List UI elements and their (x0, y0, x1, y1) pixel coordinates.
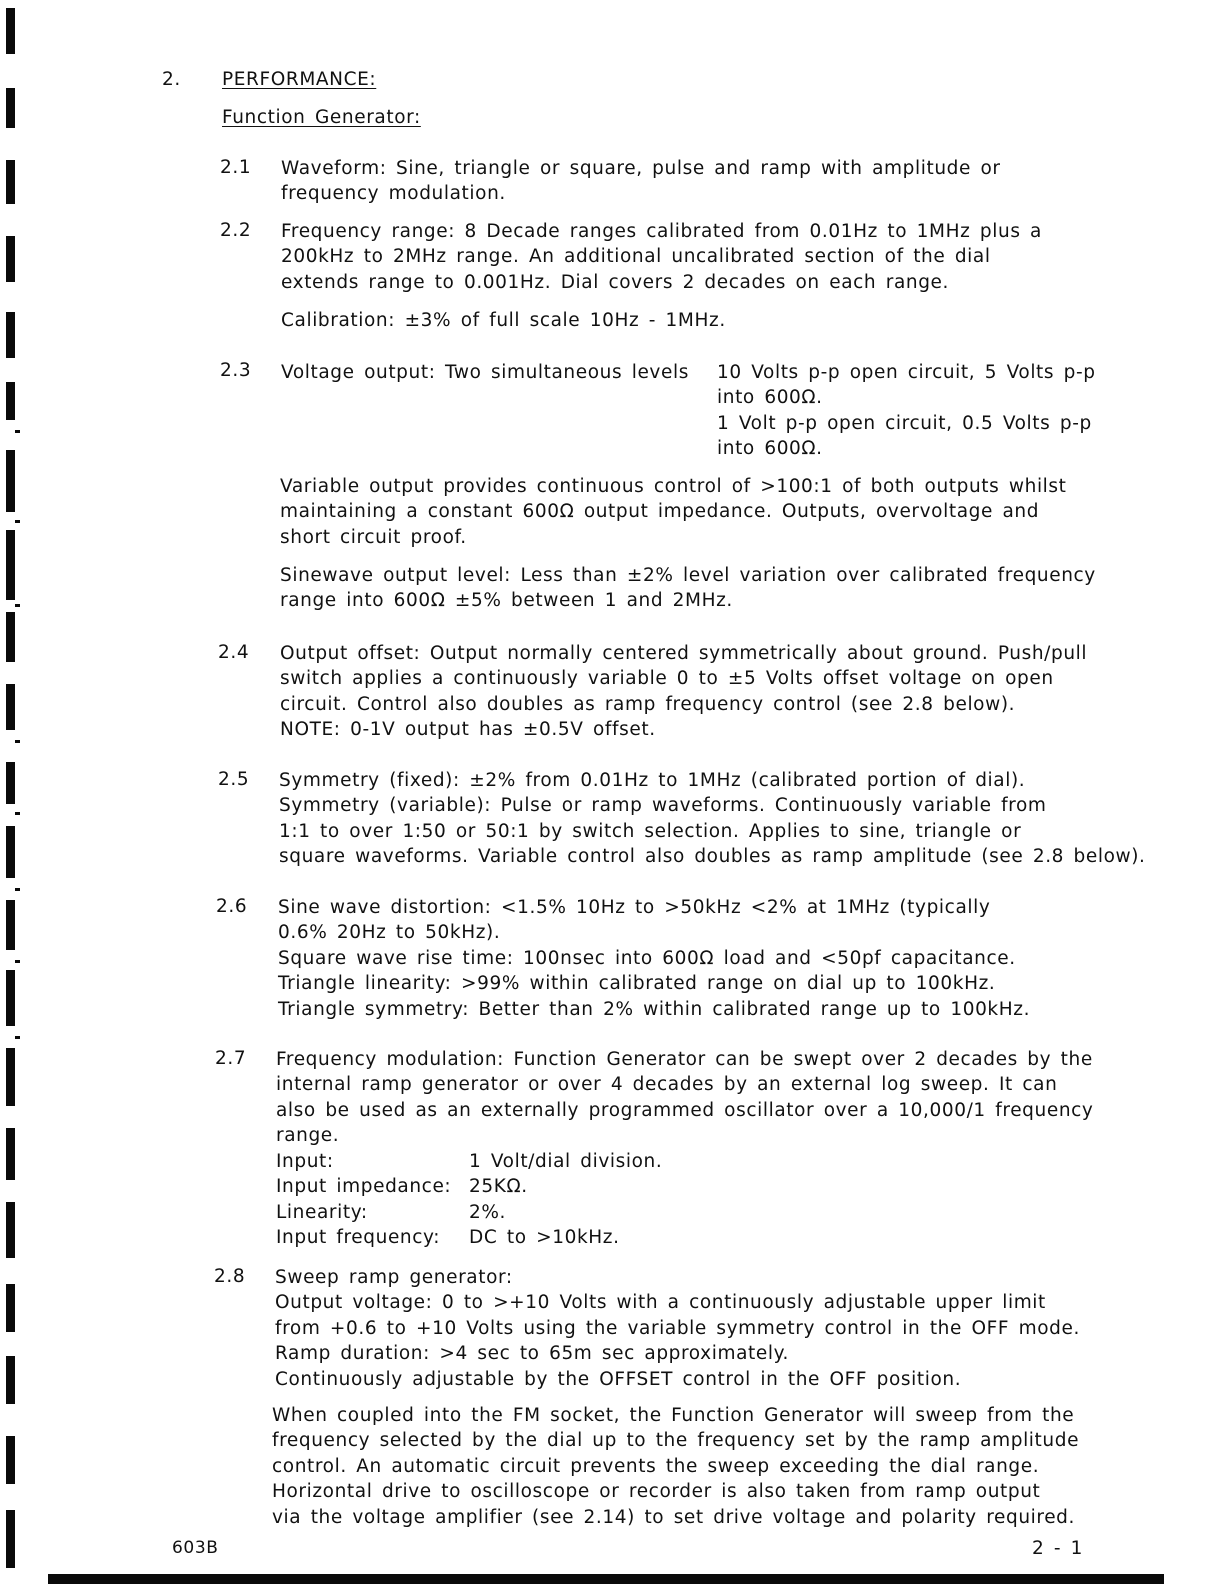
text-line: via the voltage amplifier (see 2.14) to set drive voltage and polarity required. (272, 1506, 1075, 1528)
text-line: 0.6% 20Hz to 50kHz). (278, 922, 501, 944)
bottom-edge-bar (48, 1574, 1164, 1584)
spec-row (276, 1225, 716, 1250)
section-2-6 (278, 895, 1030, 1022)
text-line: 10 Volts p-p open circuit, 5 Volts p-p (717, 362, 1096, 383)
spec-value: 25KΩ. (469, 1176, 528, 1198)
text-line: into 600Ω. (717, 438, 823, 460)
text-line: into 600Ω. (717, 387, 823, 409)
text-line: Square wave rise time: 100nsec into 600Ω load and <50pf capacitance. (278, 947, 1016, 969)
text-line: Sweep ramp generator: (275, 1267, 513, 1288)
text-line: Continuously adjustable by the OFFSET control in the OFF position. (275, 1368, 962, 1390)
spec-label: Linearity: (276, 1201, 368, 1223)
spec-value: 2%. (469, 1201, 507, 1223)
spec-label: Input impedance: (276, 1176, 452, 1198)
text-line: Frequency range: 8 Decade ranges calibrated from 0.01Hz to 1MHz plus a (281, 221, 1042, 242)
spec-label: Input frequency: (276, 1227, 441, 1249)
text-line: Waveform: Sine, triangle or square, pulse and ramp with amplitude or (281, 158, 1001, 179)
binding-strip (0, 0, 44, 1584)
subheading: Function Generator: (222, 107, 421, 128)
text-line: Ramp duration: >4 sec to 65m sec approximately. (275, 1343, 789, 1365)
text-line: 200kHz to 2MHz range. An additional uncalibrated section of the dial (281, 246, 991, 268)
text-line: extends range to 0.001Hz. Dial covers 2 decades on each range. (281, 271, 950, 293)
text-line: circuit. Control also doubles as ramp frequency control (see 2.8 below). (280, 693, 1016, 715)
text-line: Output voltage: 0 to >+10 Volts with a continuously adjustable upper limit (275, 1292, 1046, 1314)
sinewave-output-paragraph (280, 563, 1096, 614)
section-2-5 (279, 768, 1146, 870)
text-line: short circuit proof. (280, 526, 467, 548)
text-line: Horizontal drive to oscilloscope or recorder is also taken from ramp output (272, 1481, 1041, 1503)
section-number: 2.8 (214, 1266, 246, 1287)
fm-spec-table (276, 1149, 716, 1251)
text-line: square waveforms. Variable control also doubles as ramp amplitude (see 2.8 below). (279, 846, 1146, 868)
text-line: Symmetry (fixed): ±2% from 0.01Hz to 1MHz (calibrated portion of dial). (279, 770, 1026, 791)
section-number: 2.7 (215, 1048, 247, 1069)
spec-row (276, 1200, 716, 1225)
section-2-8 (275, 1265, 1080, 1392)
text-line: switch applies a continuously variable 0 to ±5 Volts offset voltage on open (280, 668, 1054, 690)
text-line: from +0.6 to +10 Volts using the variable symmetry control in the OFF mode. (275, 1317, 1080, 1339)
text-line: Symmetry (variable): Pulse or ramp waveforms. Continuously variable from (279, 795, 1047, 817)
section-2-4 (280, 641, 1087, 743)
section-2-1 (281, 156, 1001, 207)
spec-row (276, 1174, 716, 1199)
spec-label: Input: (276, 1151, 334, 1172)
section-number: 2.5 (218, 769, 250, 790)
text-line: Output offset: Output normally centered symmetrically about ground. Push/pull (280, 643, 1088, 664)
calibration-line: Calibration: ±3% of full scale 10Hz - 1MHz. (281, 310, 726, 331)
text-line: Sinewave output level: Less than ±2% level variation over calibrated frequency (280, 565, 1096, 586)
text-line: range into 600Ω ±5% between 1 and 2MHz. (280, 590, 733, 612)
spec-value: DC to >10kHz. (469, 1227, 620, 1249)
text-line: frequency modulation. (281, 183, 506, 205)
text-line: Sine wave distortion: <1.5% 10Hz to >50kHz <2% at 1MHz (typically (278, 897, 991, 918)
spec-row (276, 1149, 716, 1174)
section-number: 2.2 (220, 220, 252, 241)
variable-output-paragraph (280, 474, 1067, 550)
page-title: PERFORMANCE: (222, 69, 377, 90)
text-line: control. An automatic circuit prevents the sweep exceeding the dial range. (272, 1455, 1040, 1477)
sweep-paragraph (272, 1403, 1079, 1530)
section-2-7 (276, 1047, 1093, 1149)
page-number: 2 - 1 (1032, 1538, 1083, 1559)
section-2-2 (281, 219, 1042, 295)
text-line: Triangle linearity: >99% within calibrated range on dial up to 100kHz. (278, 973, 996, 995)
text-line: frequency selected by the dial up to the frequency set by the ramp amplitude (272, 1430, 1080, 1452)
text-line: internal ramp generator or over 4 decades by an external log sweep. It can (276, 1074, 1058, 1096)
text-line: When coupled into the FM socket, the Function Generator will sweep from the (272, 1405, 1075, 1426)
text-line: NOTE: 0-1V output has ±0.5V offset. (280, 719, 656, 741)
voltage-levels (717, 360, 1096, 462)
section-number: 2.4 (218, 642, 250, 663)
text-line: maintaining a constant 600Ω output impedance. Outputs, overvoltage and (280, 501, 1040, 523)
section-number: 2. (162, 69, 181, 90)
text-line: 1 Volt p-p open circuit, 0.5 Volts p-p (717, 412, 1092, 434)
section-number: 2.3 (220, 360, 252, 381)
voltage-output-label: Voltage output: Two simultaneous levels (281, 362, 689, 383)
text-line: 1:1 to over 1:50 or 50:1 by switch selection. Applies to sine, triangle or (279, 820, 1022, 842)
document-code: 603B (172, 1538, 219, 1558)
section-number: 2.6 (216, 896, 248, 917)
spec-value: 1 Volt/dial division. (469, 1151, 663, 1172)
text-line: Variable output provides continuous control of >100:1 of both outputs whilst (280, 476, 1067, 497)
text-line: range. (276, 1125, 340, 1147)
section-number: 2.1 (220, 157, 252, 178)
text-line: also be used as an externally programmed oscillator over a 10,000/1 frequency (276, 1099, 1094, 1121)
text-line: Frequency modulation: Function Generator can be swept over 2 decades by the (276, 1049, 1093, 1070)
text-line: Triangle symmetry: Better than 2% within calibrated range up to 100kHz. (278, 998, 1031, 1020)
